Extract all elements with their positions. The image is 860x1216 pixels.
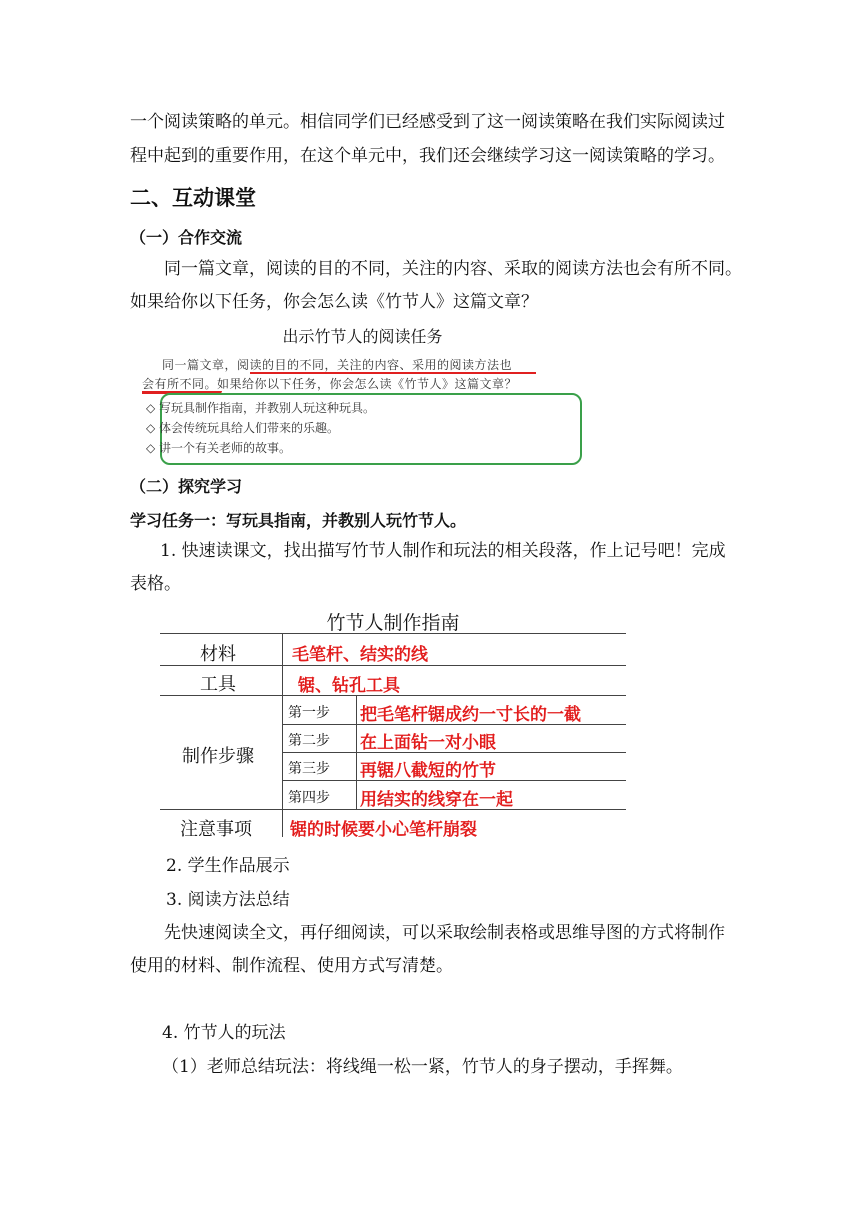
item-4: 4. 竹节人的玩法 — [162, 1023, 286, 1043]
materials-value: 毛笔杆、结实的线 — [292, 645, 428, 665]
intro-line-1: 一个阅读策略的单元。相信同学们已经感受到了这一阅读策略在我们实际阅读过 — [130, 112, 725, 132]
task-item: ◇ 体会传统玩具给人们带来的乐趣。 — [146, 421, 340, 435]
step-label: 第一步 — [288, 705, 330, 721]
section-title-interactive-class: 二、互动课堂 — [130, 186, 256, 210]
making-guide-table — [160, 605, 626, 840]
paragraph-1-line-2: 如果给你以下任务，你会怎么读《竹节人》这篇文章？ — [130, 292, 538, 312]
notes-label: 注意事项 — [180, 819, 252, 840]
step-value: 把毛笔杆锯成约一寸长的一截 — [360, 705, 581, 725]
step-value: 再锯八截短的竹节 — [360, 761, 496, 781]
figure-text-line-1: 同一篇文章，阅读的目的不同，关注的内容、采用的阅读方法也 — [162, 358, 513, 372]
figure-text-line-2: 会有所不同。如果给你以下任务，你会怎么读《竹节人》这篇文章？ — [142, 377, 518, 391]
tools-value: 锯、钻孔工具 — [298, 676, 400, 696]
table-title: 竹节人制作指南 — [326, 612, 460, 634]
step-1-line-1: 1. 快速读课文，找出描写竹节人制作和玩法的相关段落，作上记号吧！完成 — [160, 541, 726, 561]
step-label: 第二步 — [288, 733, 330, 749]
summary-line-1: 先快速阅读全文，再仔细阅读，可以采取绘制表格或思维导图的方式将制作 — [164, 923, 725, 943]
figure-title: 出示竹节人的阅读任务 — [282, 327, 443, 346]
red-underline-1 — [250, 372, 536, 374]
summary-line-2: 使用的材料、制作流程、使用方式写清楚。 — [130, 956, 453, 976]
step-value: 用结实的线穿在一起 — [360, 790, 513, 810]
materials-label: 材料 — [200, 644, 236, 665]
tools-label: 工具 — [200, 674, 236, 695]
task-item: ◇ 写玩具制作指南，并教别人玩这种玩具。 — [146, 401, 376, 415]
task-item: ◇ 讲一个有关老师的故事。 — [146, 441, 292, 455]
notes-value: 锯的时候要小心笔杆崩裂 — [290, 820, 477, 840]
steps-label: 制作步骤 — [182, 746, 254, 767]
play-method-1: （1）老师总结玩法：将线绳一松一紧，竹节人的身子摆动，手挥舞。 — [162, 1057, 683, 1077]
step-label: 第三步 — [288, 761, 330, 777]
paragraph-1-line-1: 同一篇文章，阅读的目的不同，关注的内容、采取的阅读方法也会有所不同。 — [164, 259, 742, 279]
subsection-title-inquiry: （二）探究学习 — [130, 477, 243, 496]
item-2: 2. 学生作品展示 — [166, 856, 290, 876]
intro-line-2: 程中起到的重要作用，在这个单元中，我们还会继续学习这一阅读策略的学习。 — [130, 146, 725, 166]
step-value: 在上面钻一对小眼 — [360, 733, 496, 753]
subsection-title-cooperation: （一）合作交流 — [130, 228, 243, 247]
tasks-box — [146, 393, 582, 465]
item-3: 3. 阅读方法总结 — [166, 890, 290, 910]
task-1-title: 学习任务一：写玩具指南，并教别人玩竹节人。 — [130, 511, 467, 530]
reading-tasks-figure — [140, 318, 585, 468]
step-1-line-2: 表格。 — [130, 574, 181, 594]
step-label: 第四步 — [288, 790, 330, 806]
